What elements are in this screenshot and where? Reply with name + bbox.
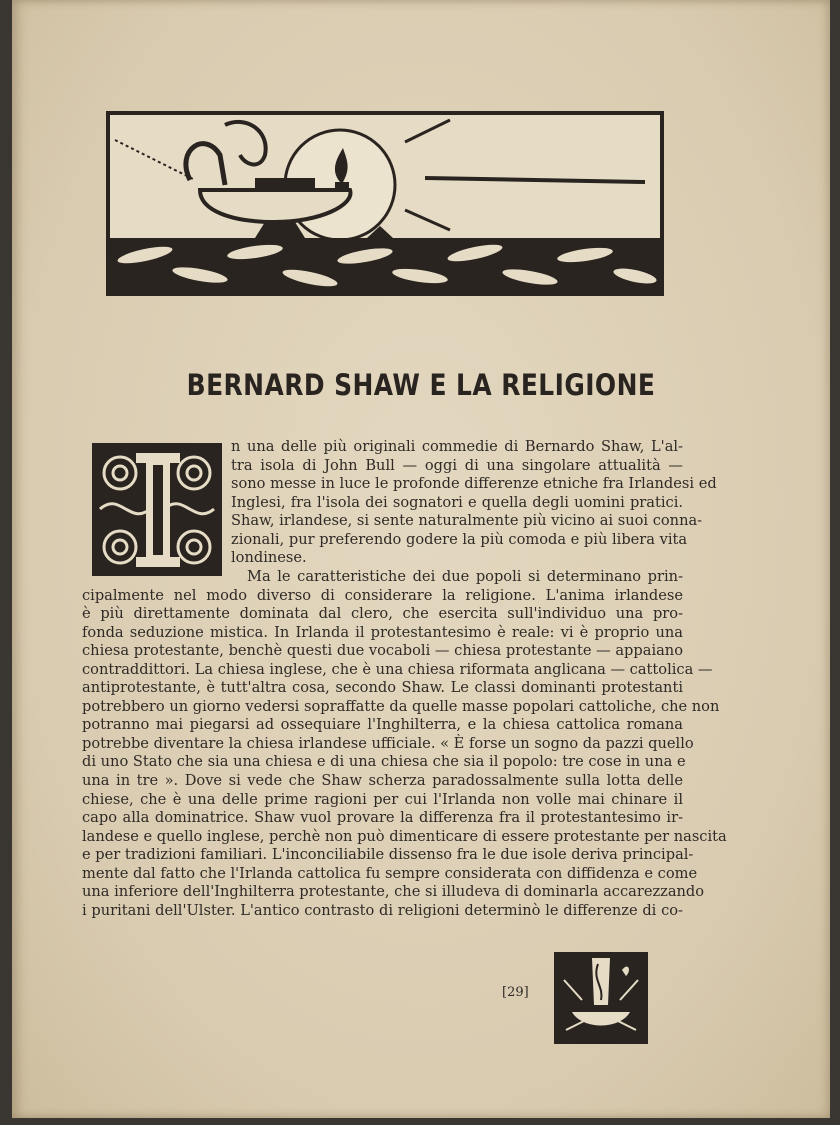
drop-cap-initial: [90, 441, 224, 578]
text-line: cipalmente nel modo diverso di considerare la religione. L'anima irlandese: [82, 586, 683, 604]
text-line: contraddittori. La chiesa inglese, che è una chiesa riformata anglicana — cattolica —: [82, 660, 713, 678]
text-line: Inglesi, fra l'isola dei sognatori e quella degli uomini pratici.: [231, 493, 683, 511]
book-page: [12, 0, 830, 1118]
text-line: e per tradizioni familiari. L'inconciliabile dissenso fra le due isole deriva principal-: [82, 846, 694, 864]
oil-lamp-vignette: [105, 110, 665, 305]
body-paragraph: [82, 568, 727, 920]
text-line: di uno Stato che sia una chiesa e di una chiesa che sia il popolo: tre cose in una e: [82, 753, 686, 771]
text-line: potrebbero un giorno vedersi sopraffatte da quelle masse popolari cattoliche, che non: [82, 697, 720, 715]
text-line: sono messe in luce le profonde differenze etniche fra Irlandesi ed: [231, 475, 717, 493]
text-line: landese e quello inglese, perchè non può dimenticare di essere protestante per nascita: [82, 827, 727, 845]
text-line: capo alla dominatrice. Shaw vuol provare la differenza fra il protestantesimo ir-: [82, 809, 683, 827]
text-line: antiprotestante, è tutt'altra cosa, secondo Shaw. Le classi dominanti protestanti: [82, 679, 683, 697]
text-line: è più direttamente dominata dal clero, che esercita sull'individuo una pro-: [82, 605, 683, 623]
text-line: Shaw, irlandese, si sente naturalmente più vicino ai suoi conna-: [231, 512, 703, 530]
text-line: n una delle più originali commedie di Bernardo Shaw, L'al-: [231, 438, 683, 455]
text-line: zionali, pur preferendo godere la più comoda e più libera vita: [231, 530, 688, 548]
text-line: chiese, che è una delle prime ragioni per cui l'Irlanda non volle mai chinare il: [82, 790, 683, 808]
text-line: potranno mai piegarsi ad ossequiare l'Inghilterra, e la chiesa cattolica romana: [82, 716, 683, 734]
text-line: chiesa protestante, benchè questi due vocaboli — chiesa protestante — appaiano: [82, 642, 683, 660]
text-line: potrebbe diventare la chiesa irlandese ufficiale. « È forse un sogno da pazzi quello: [82, 734, 694, 752]
lamp-tailpiece: [552, 950, 650, 1046]
lead-paragraph: [231, 438, 717, 568]
text-line: tra isola di John Bull — oggi di una singolare attualità —: [231, 456, 683, 474]
text-line: i puritani dell'Ulster. L'antico contrasto di religioni determinò le differenze di co-: [82, 901, 683, 919]
text-line: fonda seduzione mistica. In Irlanda il protestantesimo è reale: vi è proprio una: [82, 623, 683, 641]
text-line: una inferiore dell'Inghilterra protestante, che si illudeva di dominarla accarezzando: [82, 883, 705, 901]
page-title: BERNARD SHAW E LA RELIGIONE: [186, 368, 656, 402]
text-line: una in tre ». Dove si vede che Shaw scherza paradossalmente sulla lotta delle: [82, 772, 683, 790]
text-line: mente dal fatto che l'Irlanda cattolica fu sempre considerata con diffidenza e come: [82, 864, 698, 882]
text-line: Ma le caratteristiche dei due popoli si determinano prin-: [247, 568, 683, 585]
page-number: [29]: [502, 985, 529, 1000]
text-line: londinese.: [231, 549, 307, 567]
